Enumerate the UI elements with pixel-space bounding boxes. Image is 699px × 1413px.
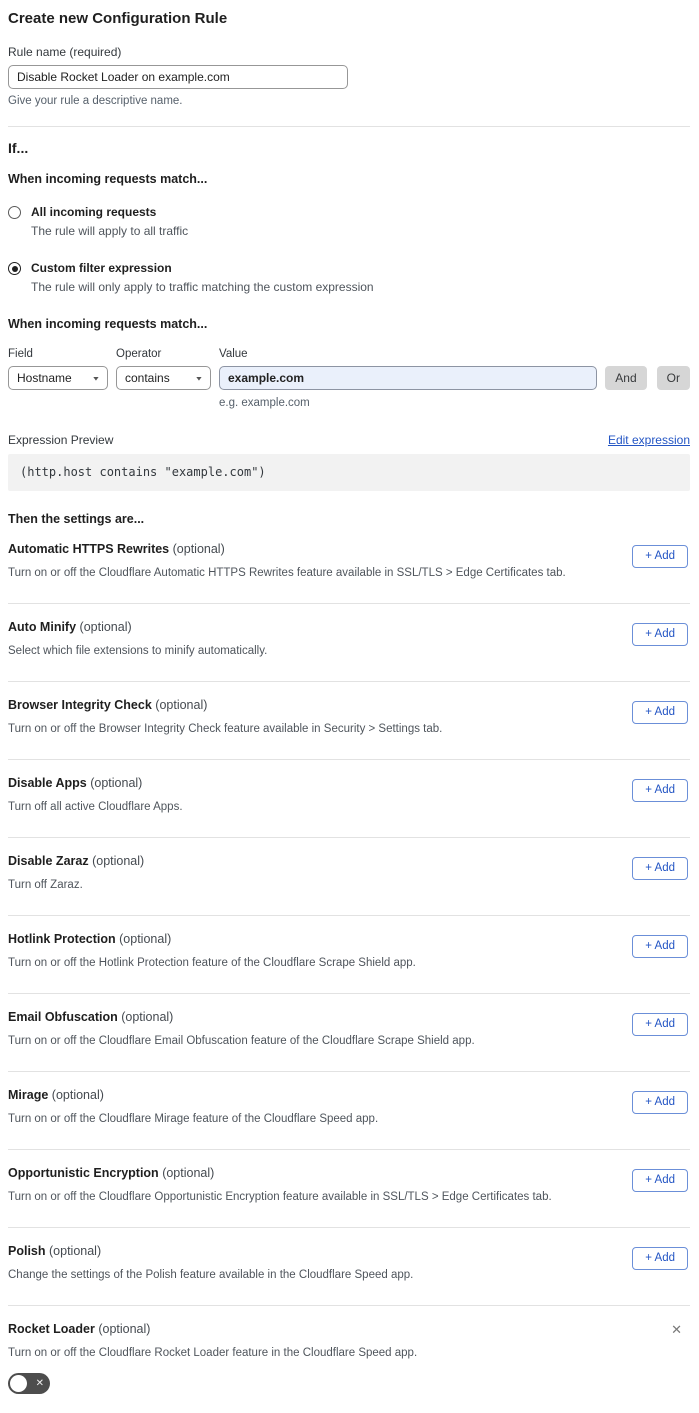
setting-row <box>8 1150 690 1228</box>
rocket-loader-toggle-off[interactable] <box>8 1373 50 1394</box>
setting-description: Turn on or off the Cloudflare Rocket Loader feature in the Cloudflare Speed app. <box>8 1347 418 1359</box>
and-button[interactable]: And <box>605 366 646 390</box>
setting-optional-label: (optional) <box>51 1088 104 1102</box>
expression-preview-code: (http.host contains "example.com") <box>8 454 690 491</box>
setting-description: Turn off all active Cloudflare Apps. <box>8 801 183 813</box>
chevron-down-icon: ▼ <box>91 375 101 383</box>
setting-optional-label: (optional) <box>121 1010 174 1024</box>
operator-label: Operator <box>116 348 162 360</box>
setting-optional-label: (optional) <box>92 854 145 868</box>
setting-add-button[interactable]: + Add <box>632 701 688 724</box>
setting-row <box>8 760 690 838</box>
setting-row <box>8 1072 690 1150</box>
setting-row <box>8 604 690 682</box>
rule-name-help: Give your rule a descriptive name. <box>8 95 183 107</box>
setting-add-button[interactable]: + Add <box>632 779 688 802</box>
or-button[interactable]: Or <box>657 366 690 390</box>
section-divider <box>8 126 690 127</box>
setting-row <box>8 994 690 1072</box>
settings-list <box>8 526 690 1306</box>
setting-name: Rocket Loader <box>8 1322 95 1336</box>
setting-name: Disable Apps <box>8 776 87 790</box>
radio-description: The rule will apply to all traffic <box>31 224 189 238</box>
toggle-knob <box>10 1375 27 1392</box>
value-label: Value <box>219 348 248 360</box>
setting-optional-label: (optional) <box>98 1322 151 1336</box>
setting-add-button[interactable]: + Add <box>632 1091 688 1114</box>
radio-button-selected[interactable] <box>8 262 21 275</box>
radio-description: The rule will only apply to traffic matching the custom expression <box>31 280 374 294</box>
setting-add-button[interactable]: + Add <box>632 545 688 568</box>
toggle-x-icon: ✕ <box>35 1377 44 1389</box>
setting-add-button[interactable]: + Add <box>632 935 688 958</box>
chevron-down-icon: ▼ <box>194 375 204 383</box>
rule-name-input[interactable] <box>8 65 348 89</box>
setting-add-button[interactable]: + Add <box>632 1013 688 1036</box>
setting-row <box>8 916 690 994</box>
setting-description: Turn on or off the Cloudflare Opportunistic Encryption feature available in SSL/TLS > Edge Certificates tab. <box>8 1191 552 1203</box>
setting-optional-label: (optional) <box>90 776 143 790</box>
radio-button-unselected[interactable] <box>8 206 21 219</box>
operator-select[interactable] <box>116 366 211 390</box>
setting-add-button[interactable]: + Add <box>632 857 688 880</box>
setting-name: Disable Zaraz <box>8 854 89 868</box>
edit-expression-link[interactable]: Edit expression <box>607 433 690 447</box>
rule-name-label: Rule name (required) <box>8 45 122 59</box>
expression-builder-row <box>8 348 690 390</box>
setting-description: Change the settings of the Polish feature available in the Cloudflare Speed app. <box>8 1269 414 1281</box>
setting-optional-label: (optional) <box>172 542 225 556</box>
expression-builder-heading: When incoming requests match... <box>8 317 208 331</box>
setting-description: Turn on or off the Hotlink Protection feature of the Cloudflare Scrape Shield app. <box>8 957 416 969</box>
radio-label: All incoming requests <box>31 205 157 219</box>
setting-row <box>8 682 690 760</box>
setting-row <box>8 1228 690 1306</box>
setting-optional-label: (optional) <box>79 620 132 634</box>
radio-all-incoming-requests[interactable] <box>8 205 690 238</box>
then-settings-heading: Then the settings are... <box>8 512 145 526</box>
setting-name: Auto Minify <box>8 620 77 634</box>
setting-row-rocket-loader <box>8 1306 690 1399</box>
setting-description: Turn on or off the Cloudflare Mirage feature of the Cloudflare Speed app. <box>8 1113 379 1125</box>
setting-name: Mirage <box>8 1088 49 1102</box>
setting-name: Automatic HTTPS Rewrites <box>8 542 170 556</box>
setting-optional-label: (optional) <box>162 1166 215 1180</box>
page-title: Create new Configuration Rule <box>8 10 228 27</box>
setting-row <box>8 526 690 604</box>
expression-preview-label: Expression Preview <box>8 433 114 447</box>
setting-optional-label: (optional) <box>155 698 208 712</box>
setting-description: Select which file extensions to minify automatically. <box>8 645 268 657</box>
radio-custom-filter-expression[interactable] <box>8 261 690 294</box>
radio-label: Custom filter expression <box>31 261 172 275</box>
setting-description: Turn on or off the Cloudflare Automatic HTTPS Rewrites feature available in SSL/TLS > Edge Certificates tab. <box>8 567 566 579</box>
if-heading: If... <box>8 140 29 156</box>
setting-add-button[interactable]: + Add <box>632 1247 688 1270</box>
setting-add-button[interactable]: + Add <box>632 1169 688 1192</box>
incoming-requests-match-heading: When incoming requests match... <box>8 172 208 186</box>
setting-name: Polish <box>8 1244 46 1258</box>
setting-name: Email Obfuscation <box>8 1010 118 1024</box>
setting-row <box>8 838 690 916</box>
setting-name: Opportunistic Encryption <box>8 1166 159 1180</box>
setting-name: Browser Integrity Check <box>8 698 152 712</box>
setting-add-button[interactable]: + Add <box>632 623 688 646</box>
value-input[interactable] <box>219 366 597 390</box>
setting-optional-label: (optional) <box>119 932 172 946</box>
close-icon[interactable]: ✕ <box>671 1322 682 1337</box>
setting-description: Turn on or off the Browser Integrity Check feature available in Security > Settings tab. <box>8 723 443 735</box>
field-select[interactable] <box>8 366 108 390</box>
field-label: Field <box>8 348 33 360</box>
value-help-text: e.g. example.com <box>219 397 310 409</box>
setting-description: Turn on or off the Cloudflare Email Obfuscation feature of the Cloudflare Scrape Shield app. <box>8 1035 475 1047</box>
setting-optional-label: (optional) <box>49 1244 102 1258</box>
setting-name: Hotlink Protection <box>8 932 116 946</box>
setting-description: Turn off Zaraz. <box>8 879 83 891</box>
